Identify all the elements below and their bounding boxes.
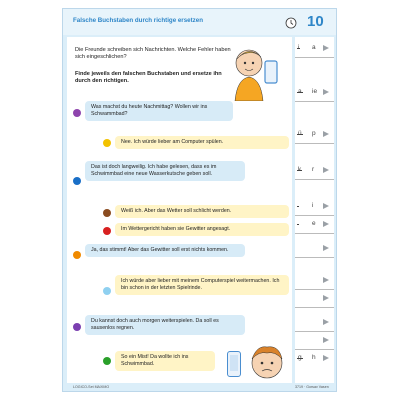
message-bubble: Du kannst doch auch morgen weiterspielen. Da soll es sausenlos regnen. (85, 315, 245, 335)
speaker-dot (103, 227, 111, 235)
answer-row (295, 219, 334, 231)
answer-row (295, 275, 334, 287)
content-area (67, 37, 292, 389)
speaker-dot (103, 357, 111, 365)
answer-row (295, 129, 334, 141)
arrow-icon (323, 89, 329, 95)
right-letter: e (312, 220, 316, 227)
message-bubble: So ein Mist! Da wollte ich ins Schwimmbad. (115, 351, 215, 371)
instruction-text: Die Freunde schreiben sich Nachrichten. Welche Fehler haben sich eingeschlichen? (75, 47, 231, 60)
divider (295, 215, 334, 216)
arrow-icon (323, 131, 329, 137)
wrong-letter: k (298, 166, 302, 173)
worksheet-card (62, 8, 337, 392)
speaker-dot (103, 139, 111, 147)
message-bubble: Im Wettergericht haben sie Gewitter angesagt. (115, 223, 289, 236)
speaker-dot (103, 287, 111, 295)
page-title: Falsche Buchstaben durch richtige ersetzen (73, 17, 203, 24)
divider (295, 349, 334, 350)
arrow-icon (323, 355, 329, 361)
message-bubble: Was machst du heute Nachmittag? Wollen wir ins Schwammbad? (85, 101, 233, 121)
speaker-dot (73, 177, 81, 185)
wrong-letter: a (298, 88, 302, 95)
footer-brand: LOGICO-Set MAXIMO (73, 385, 110, 389)
divider (295, 57, 334, 58)
message-bubble: Weiß ich. Aber das Wetter soll schlicht werden. (115, 205, 289, 218)
wrong-letter: i (298, 44, 300, 51)
right-letter: i (312, 202, 314, 209)
divider (295, 307, 334, 308)
arrow-icon (323, 45, 329, 51)
answer-row (295, 353, 334, 365)
right-letter: h (312, 354, 316, 361)
right-letter: p (312, 130, 316, 137)
task-instruction: Finde jeweils den falschen Buchstaben und ersetze ihn durch den richtigen. (75, 71, 222, 84)
right-letter: r (312, 166, 315, 173)
speaker-dot (73, 251, 81, 259)
arrow-icon (323, 203, 329, 209)
arrow-icon (323, 167, 329, 173)
footer-code: 3719 · Gorsav Vasen (295, 385, 329, 389)
answer-row (295, 317, 334, 329)
speaker-dot (73, 109, 81, 117)
divider (295, 331, 334, 332)
boy-with-phone-illustration (229, 43, 281, 101)
speaker-dot (73, 323, 81, 331)
answer-row (295, 335, 334, 347)
phone-illustration (227, 351, 241, 377)
answer-row (295, 293, 334, 305)
right-letter: ie (312, 88, 318, 95)
message-bubble: Ja, das stimmt! Aber das Gewitter soll erst nichts kommen. (85, 244, 245, 257)
arrow-icon (323, 277, 329, 283)
arrow-icon (323, 295, 329, 301)
header-bar (63, 9, 336, 35)
divider (295, 257, 334, 258)
right-letter: a (312, 44, 316, 51)
wrong-letter: g (298, 354, 302, 361)
boy-face-illustration (245, 343, 289, 383)
divider (295, 101, 334, 102)
message-bubble: Nee. Ich würde lieber am Computer spülen. (115, 136, 289, 149)
message-bubble: Ich würde aber lieber mit meinem Computerspiel weitermachen. Ich bin schon in der letzten Spielrinde. (115, 275, 289, 295)
answer-row (295, 201, 334, 213)
divider (295, 289, 334, 290)
wrong-letter: ü (298, 130, 302, 137)
page-number: 10 (307, 13, 324, 30)
answer-row (295, 43, 334, 55)
speaker-dot (103, 209, 111, 217)
divider (295, 179, 334, 180)
arrow-icon (323, 337, 329, 343)
message-bubble: Das ist doch langweilig. Ich habe gelesen, dass es im Schwimmbad eine neue Wasserkutsche geben soll. (85, 161, 245, 181)
clock-icon (285, 17, 297, 29)
arrow-icon (323, 319, 329, 325)
divider (295, 143, 334, 144)
answer-row (295, 87, 334, 99)
answer-column (295, 37, 334, 389)
arrow-icon (323, 221, 329, 227)
answer-row (295, 243, 334, 255)
answer-row (295, 165, 334, 177)
arrow-icon (323, 245, 329, 251)
divider (295, 233, 334, 234)
